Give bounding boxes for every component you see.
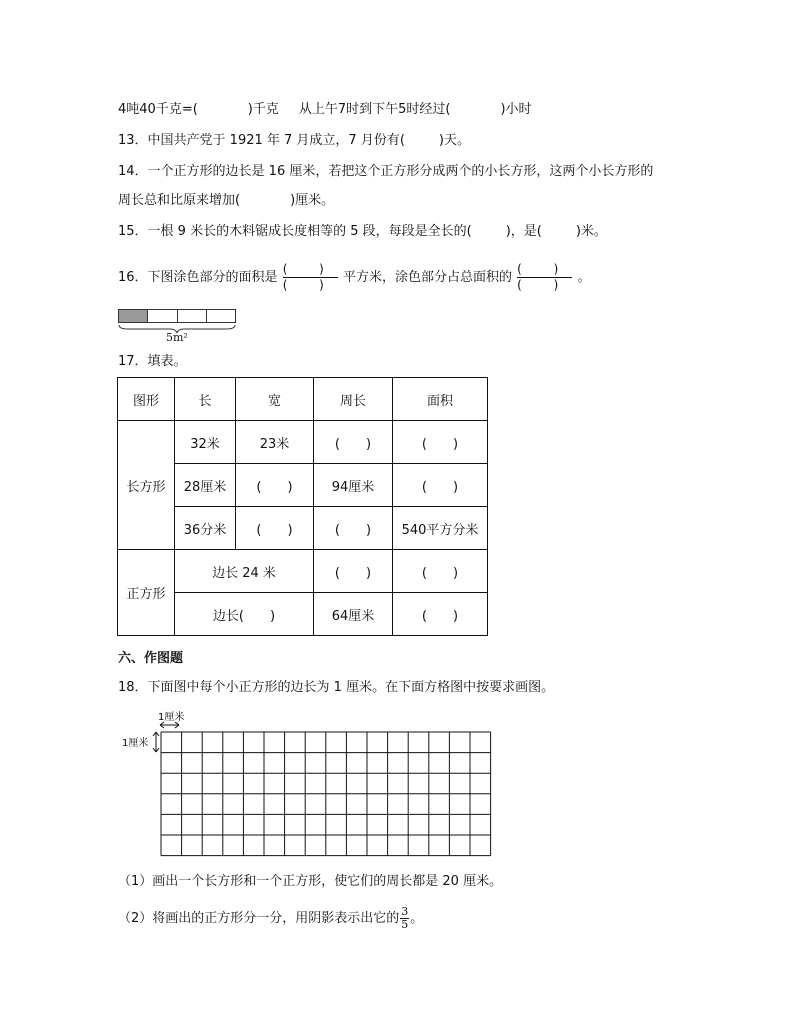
question-14-line2	[118, 193, 334, 209]
table-cell: 94厘米	[314, 464, 393, 507]
q13-text: 13．中国共产党于 1921 年 7 月成立，7 月份有(	[118, 133, 405, 148]
grid-diagram	[118, 705, 498, 865]
header-width: 宽	[236, 378, 314, 421]
rect-label: 长方形	[118, 421, 175, 550]
question-18: 18．下面图中每个小正方形的边长为 1 厘米。在下面方格图中按要求画图。	[118, 680, 555, 695]
answer-blank[interactable]: ( )	[314, 550, 393, 593]
q14-line2-start: 周长总和比原来增加(	[118, 193, 241, 208]
label-horizontal-unit: 1厘米	[158, 712, 185, 723]
three-fifths-fraction	[400, 906, 409, 931]
table-cell: 540平方分米	[393, 507, 488, 550]
q13-end: )天。	[438, 133, 470, 148]
table-row	[118, 421, 488, 464]
table-cell: 32米	[175, 421, 236, 464]
square-grid[interactable]	[161, 732, 491, 856]
fraction-denominator: ( )	[517, 278, 573, 292]
q16-answer-fraction-2	[517, 262, 572, 293]
q14-line2-end: )厘米。	[290, 193, 335, 208]
answer-blank[interactable]: ( )	[236, 507, 314, 550]
question-14-line1: 14．一个正方形的边长是 16 厘米，若把这个正方形分成两个的小长方形，这两个小长方形的	[118, 164, 654, 179]
q15-text-c: )米。	[575, 224, 607, 239]
fraction-numerator: 3	[401, 905, 409, 918]
sub2-text-b: 。	[410, 911, 424, 926]
answer-blank[interactable]: ( )	[393, 464, 488, 507]
table-cell: 28厘米	[175, 464, 236, 507]
strip-segment	[207, 310, 235, 322]
table-cell: 23米	[236, 421, 314, 464]
area-strip-diagram	[118, 309, 236, 323]
square-label: 正方形	[118, 550, 175, 636]
answer-blank[interactable]: ( )	[314, 421, 393, 464]
q15-text-b: )，是(	[505, 224, 542, 239]
header-perimeter: 周长	[314, 378, 393, 421]
question-18-sub-1: （1）画出一个长方形和一个正方形，使它们的周长都是 20 厘米。	[118, 874, 503, 889]
header-length: 长	[175, 378, 236, 421]
q16-text-a: 16．下图涂色部分的面积是	[118, 270, 278, 285]
q16-answer-fraction-1	[283, 262, 338, 293]
fraction-denominator: 5	[401, 918, 409, 931]
question-18-sub-2	[118, 902, 423, 936]
question-15	[118, 224, 607, 240]
q12-part-a-unit: )千克	[247, 102, 279, 117]
table-row	[118, 550, 488, 593]
header-area: 面积	[393, 378, 488, 421]
q16-text-c: 。	[577, 270, 591, 285]
fraction-numerator: ( )	[517, 262, 573, 276]
answer-blank[interactable]: ( )	[393, 550, 488, 593]
shaded-segment	[119, 310, 148, 322]
table-header-row	[118, 378, 488, 421]
section-title: 六、作图题	[118, 651, 184, 666]
question-16	[118, 260, 591, 296]
strip-segment	[178, 310, 207, 322]
header-shape: 图形	[118, 378, 175, 421]
answer-blank[interactable]: ( )	[236, 464, 314, 507]
answer-blank[interactable]: ( )	[393, 593, 488, 636]
table-cell: 64厘米	[314, 593, 393, 636]
answer-blank[interactable]: ( )	[314, 507, 393, 550]
strip-label: 5m²	[166, 331, 188, 344]
question-13	[118, 133, 470, 149]
answer-blank[interactable]: ( )	[393, 421, 488, 464]
table-cell: 边长 24 米	[175, 550, 314, 593]
sub2-text-a: （2）将画出的正方形分一分，用阴影表示出它的	[118, 911, 400, 926]
q16-text-b: 平方米，涂色部分占总面积的	[343, 270, 513, 285]
question-17-title: 17．填表。	[118, 354, 187, 369]
table-cell: 36分米	[175, 507, 236, 550]
q12-part-b-unit: )小时	[500, 102, 532, 117]
fraction-denominator: ( )	[282, 278, 338, 292]
question-12	[118, 102, 532, 118]
q12-part-a: 4吨40千克=(	[118, 102, 198, 117]
answer-blank[interactable]: 边长( )	[175, 593, 314, 636]
fraction-numerator: ( )	[282, 262, 338, 276]
fill-table	[117, 377, 488, 636]
q12-part-b: 从上午7时到下午5时经过(	[298, 102, 451, 117]
q15-text-a: 15．一根 9 米长的木料锯成长度相等的 5 段，每段是全长的(	[118, 224, 472, 239]
strip-segment	[148, 310, 177, 322]
label-vertical-unit: 1厘米	[122, 738, 149, 749]
